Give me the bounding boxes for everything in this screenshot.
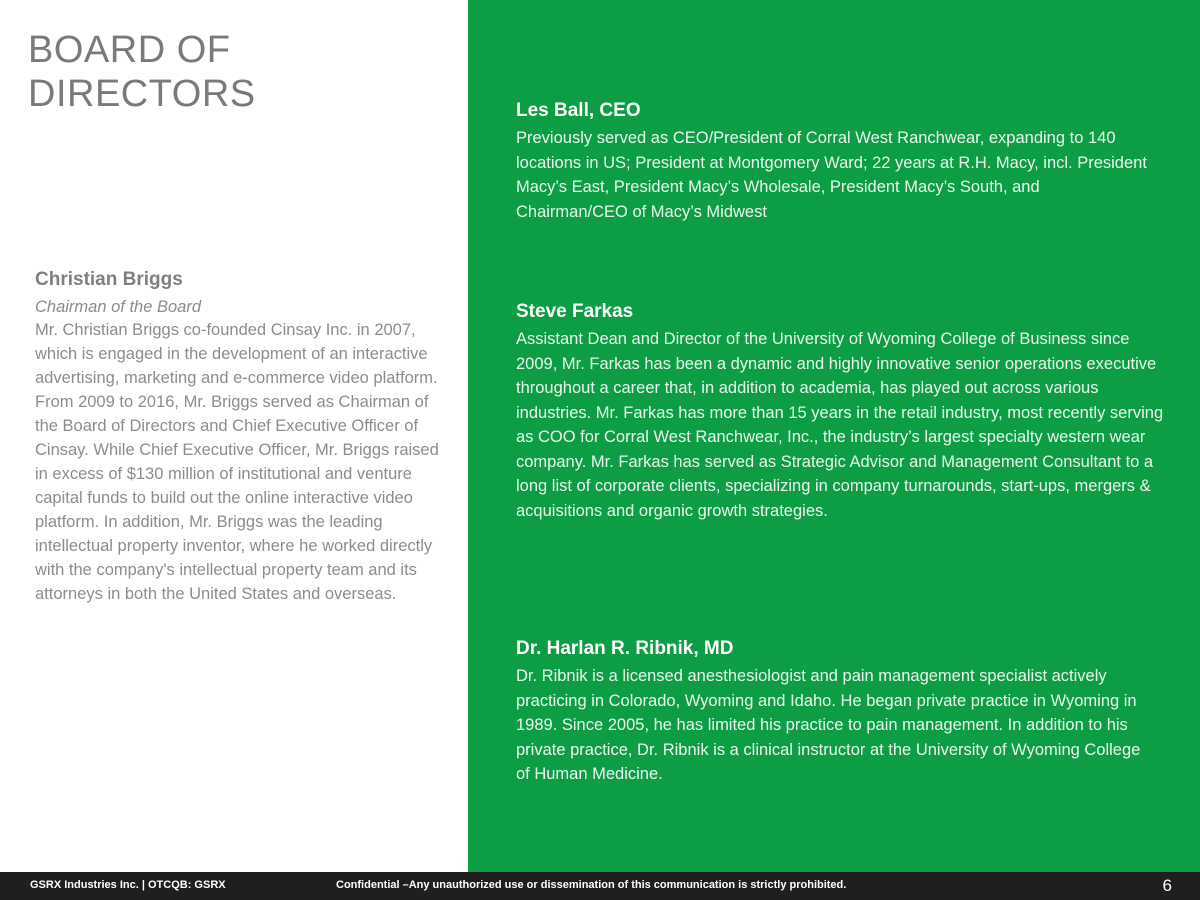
director-name: Steve Farkas: [516, 301, 634, 322]
footer-bar: [0, 872, 1200, 900]
director-bio-text: Dr. Ribnik is a licensed anesthesiologist and pain management specialist actively practicing in Colorado, Wyoming and Idaho. He began private practice in Wyoming in 1989. Since 2005, he has limited his practice to pain management. In addition to his private practice, Dr. Ribnik is a clinical instructor at the University of Wyoming College of Human Medicine.: [516, 667, 1141, 783]
director-role: Chairman of the Board: [35, 298, 202, 316]
footer-company: GSRX Industries Inc. | OTCQB: GSRX: [30, 879, 226, 891]
director-name: Christian Briggs: [35, 269, 183, 290]
left-panel: [0, 0, 468, 872]
director-name: Les Ball, CEO: [516, 100, 641, 121]
director-name: Dr. Harlan R. Ribnik, MD: [516, 638, 734, 659]
director-bio-christian-briggs: [35, 268, 445, 606]
director-bio-text: Mr. Christian Briggs co-founded Cinsay Inc. in 2007, which is engaged in the development of an interactive advertising, marketing and e-commerce video platform. From 2009 to 2016, Mr. Briggs served as Chairman of the Board of Directors and Chief Executive Officer of Cinsay. While Chief Executive Officer, Mr. Briggs raised in excess of $130 million of institutional and venture capital funds to build out the online interactive video platform. In addition, Mr. Briggs was the leading intellectual property inventor, where he worked directly with the company's intellectual property team and its attorneys in both the United States and overseas.: [35, 321, 439, 603]
director-bio-text: Previously served as CEO/President of Corral West Ranchwear, expanding to 140 locations in US; President at Montgomery Ward; 22 years at R.H. Macy, incl. President Macy’s East, President Macy’s Wholesale, President Macy’s South, and Chairman/CEO of Macy’s Midwest: [516, 129, 1147, 221]
director-bio-steve-farkas: [516, 299, 1166, 523]
page-number: 6: [1162, 876, 1172, 895]
director-bio-text: Assistant Dean and Director of the University of Wyoming College of Business since 2009, Mr. Farkas has been a dynamic and highly innovative senior operations executive throughout a career that, in addition to academia, has played out across various industries. Mr. Farkas has more than 15 years in the retail industry, most recently serving as COO for Corral West Ranchwear, Inc., the industry’s largest specialty western wear company. Mr. Farkas has served as Strategic Advisor and Management Consultant to a long list of corporate clients, specializing in company turnarounds, start-ups, mergers & acquisitions and organic growth strategies.: [516, 330, 1164, 520]
page-title: BOARD OF DIRECTORS: [28, 29, 256, 115]
right-panel: [468, 0, 1200, 872]
footer-confidential-notice: Confidential –Any unauthorized use or dissemination of this communication is strictly prohibited.: [336, 879, 847, 891]
director-bio-les-ball: [516, 98, 1156, 224]
director-bio-harlan-ribnik: [516, 636, 1156, 787]
